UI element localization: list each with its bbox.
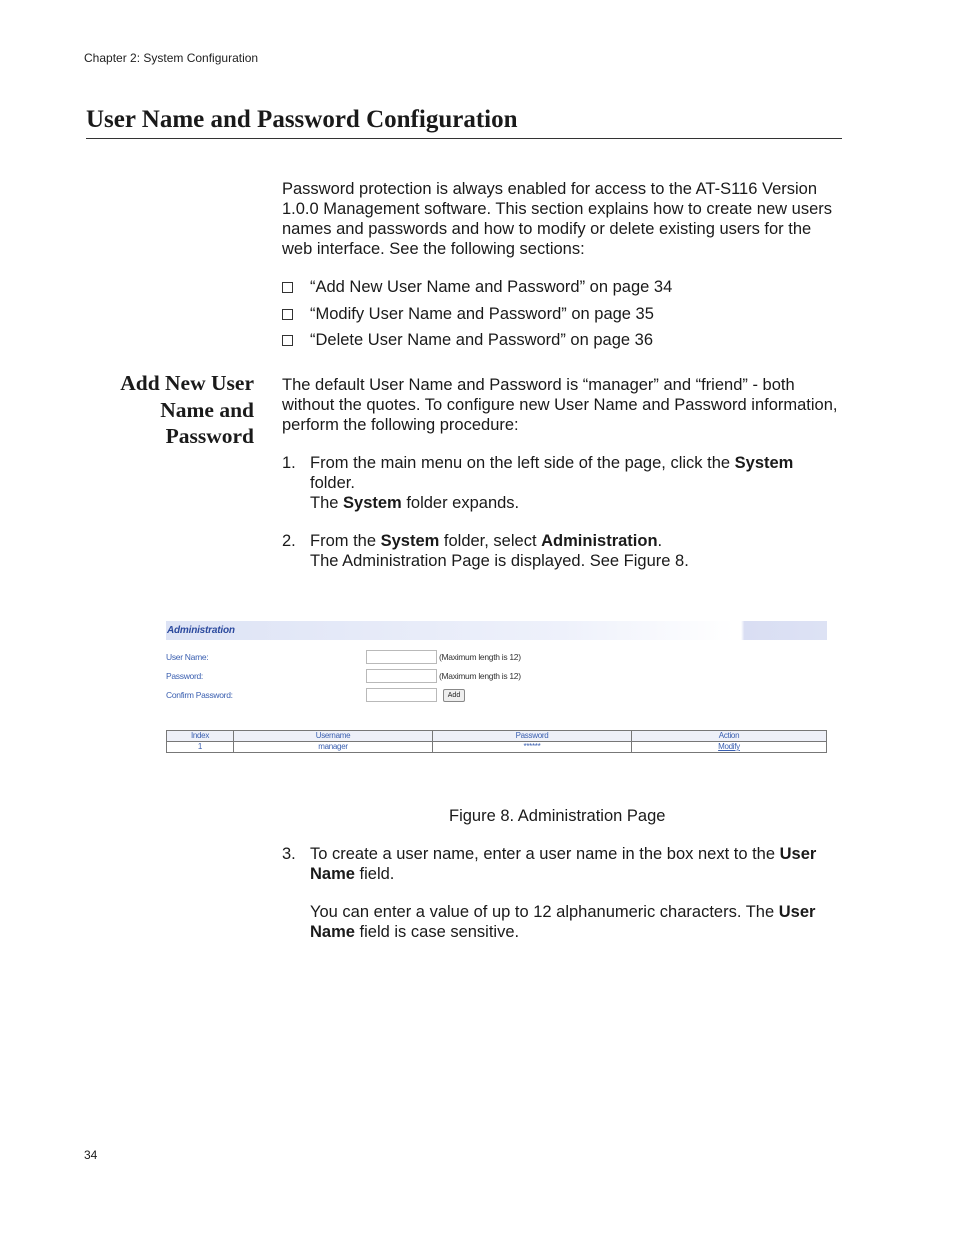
step-1: 1. From the main menu on the left side of the page, click the System folder. The System folder expands. — [282, 454, 794, 512]
add-intro-paragraph: The default User Name and Password is “manager” and “friend” - both without the quotes. To configure new User Name and Password information, perform the following procedure: — [282, 376, 838, 434]
cell-index: 1 — [167, 742, 234, 753]
users-table — [166, 730, 827, 753]
step-3: 3. To create a user name, enter a user name in the box next to the User Name field. You can enter a value of up to 12 alphanumeric characters. The User Name field is case sensitive. — [282, 845, 817, 941]
checkbox-bullet-icon — [282, 335, 293, 346]
figure-title-bar — [166, 621, 827, 640]
side-heading: Add New User Name and Password — [120, 371, 254, 448]
section-title: User Name and Password Configuration — [86, 106, 842, 139]
confirm-password-input[interactable] — [366, 688, 437, 702]
password-note: (Maximum length is 12) — [439, 671, 521, 681]
section-list — [282, 277, 842, 357]
user-name-input[interactable] — [366, 650, 437, 664]
user-name-note: (Maximum length is 12) — [439, 652, 521, 662]
password-input[interactable] — [366, 669, 437, 683]
checkbox-bullet-icon — [282, 309, 293, 320]
page-number: 34 — [84, 1148, 98, 1162]
header-password: Password — [433, 731, 632, 742]
figure-caption: Figure 8. Administration Page — [449, 807, 666, 825]
header-username: Username — [234, 731, 433, 742]
list-item: “Modify User Name and Password” on page 35 — [282, 304, 842, 324]
add-button[interactable]: Add — [443, 689, 465, 702]
cell-password: ****** — [433, 742, 632, 753]
list-item: “Add New User Name and Password” on page 34 — [282, 277, 842, 297]
intro-paragraph: Password protection is always enabled for access to the AT-S116 Version 1.0.0 Management software. This section explains how to create new users names and passwords and how to modify or delete existing users for the web interface. See the following sections: — [282, 180, 832, 258]
modify-link[interactable]: Modify — [632, 742, 827, 753]
step-2: 2. From the System folder, select Administration. The Administration Page is displayed. See Figure 8. — [282, 532, 689, 570]
checkbox-bullet-icon — [282, 282, 293, 293]
table-row — [167, 742, 827, 753]
figure-panel-title: Administration — [167, 625, 235, 636]
confirm-password-label: Confirm Password: — [166, 690, 233, 700]
header-index: Index — [167, 731, 234, 742]
running-header: Chapter 2: System Configuration — [84, 51, 259, 65]
cell-username: manager — [234, 742, 433, 753]
password-label: Password: — [166, 671, 203, 681]
header-action: Action — [632, 731, 827, 742]
user-name-label: User Name: — [166, 652, 209, 662]
table-header-row — [167, 731, 827, 742]
list-item: “Delete User Name and Password” on page 36 — [282, 330, 842, 350]
administration-figure — [166, 620, 827, 760]
